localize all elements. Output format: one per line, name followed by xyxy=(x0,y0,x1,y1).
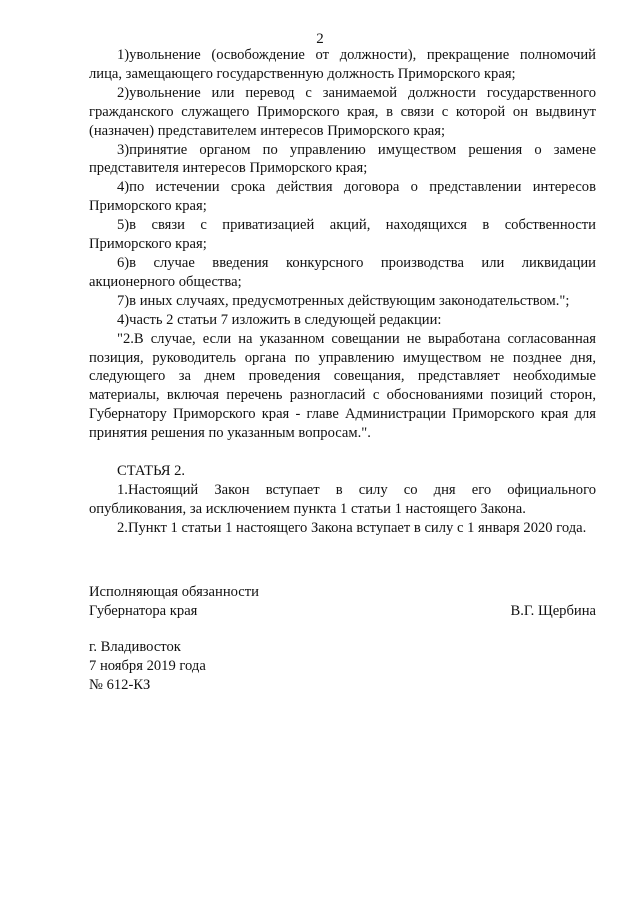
article-paragraph: 2.Пункт 1 статьи 1 настоящего Закона вступает в силу с 1 января 2020 года. xyxy=(117,519,587,536)
list-item: 4)по истечении срока действия договора о представлении интересов Приморского края; xyxy=(89,179,596,215)
spacer xyxy=(89,443,596,462)
list-item: 1)увольнение (освобождение от должности), прекращение полномочий лица, замещающего государственную должность Приморского края; xyxy=(89,47,596,82)
place-date-block xyxy=(89,638,206,695)
list-item: 7)в иных случаях, предусмотренных действующим законодательством."; xyxy=(117,292,570,309)
list-item: 2)увольнение или перевод с занимаемой должности государственного гражданского служащего Приморского края, в связи с которой он выдвинут (назначен) представителем интересов Приморского края; xyxy=(89,84,596,139)
signatory-title: Исполняющая обязанности xyxy=(89,584,259,600)
signatory-position: Губернатора края xyxy=(89,603,198,619)
signatory-row xyxy=(89,602,596,621)
amendment-text: "2.В случае, если на указанном совещании не выработана согласованная позиция, руководитель органа по управлению имуществом не позднее дня, следующего за днем проведения совещания, представляет необходимые материалы, включая перечень разногласий с обоснованиями позиций сторон, Губернатору Приморского края - главе Администрации Приморского края для принятия решения по указанным вопросам.". xyxy=(89,330,596,442)
signatory-name: В.Г. Щербина xyxy=(510,603,596,619)
list-item: 6)в случае введения конкурсного производства или ликвидации акционерного общества; xyxy=(89,254,596,290)
page-number: 2 xyxy=(316,31,324,47)
city: г. Владивосток xyxy=(89,639,181,655)
list-item: 5)в связи с приватизацией акций, находящихся в собственности Приморского края; xyxy=(89,217,596,253)
date: 7 ноября 2019 года xyxy=(89,658,206,674)
signature-block xyxy=(89,583,596,621)
list-item: 3)принятие органом по управлению имуществом решения о замене представителя интересов Приморского края; xyxy=(89,141,596,177)
amendment-item: 4)часть 2 статьи 7 изложить в следующей редакции: xyxy=(117,311,442,328)
article-heading: СТАТЬЯ 2. xyxy=(117,463,186,480)
law-number: № 612-КЗ xyxy=(89,677,151,693)
article-paragraph: 1.Настоящий Закон вступает в силу со дня его официального опубликования, за исключением пункта 1 статьи 1 настоящего Закона. xyxy=(89,481,596,517)
document-body xyxy=(89,46,596,538)
